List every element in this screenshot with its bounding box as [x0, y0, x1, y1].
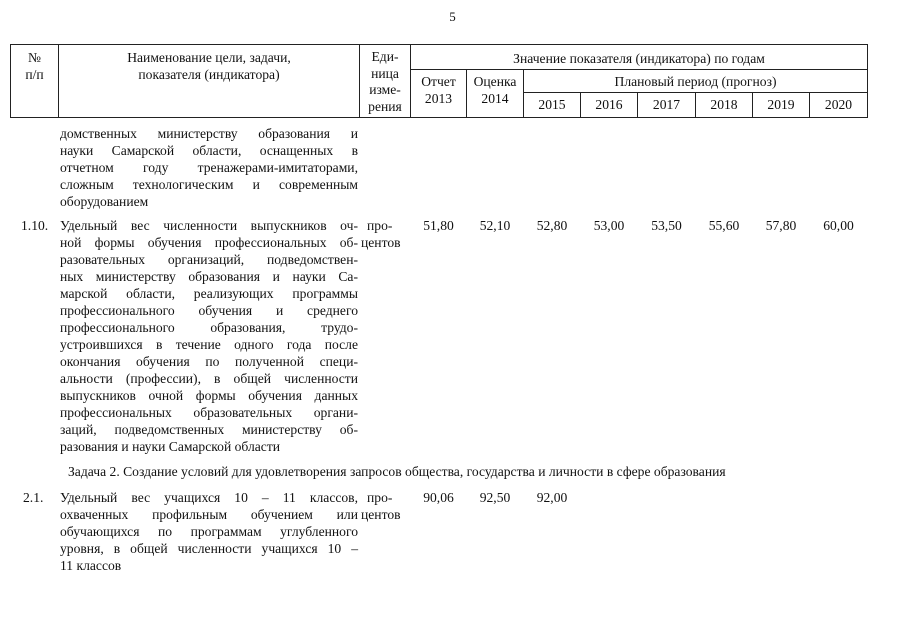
row-2-1-value-2013: 90,06 [423, 490, 454, 505]
continued-row-text: домственных министерству образования и науки Самарской области, оснащенных в отчетном году тренажерами-имитаторами, сложным технологическим и современным оборудованием [60, 126, 358, 209]
row-1-10-number: 1.10. [21, 218, 49, 233]
header-year-2020: 2020 [824, 97, 853, 112]
row-1-10-name: Удельный вес численности выпускников оч- ной формы обучения профессиональных об- разовательных организаций, подведомствен- ных министерству образования и науки Са- марской области, реализующих программы профессионального обучения и среднего профессионального образования, трудо- устроившихся в течение одного года после окончания обучения по полученной специ- альности (профессии), в общей численности выпускников очной формы обучения данных профессиональных образовательных органи- заций, подведомственных министерству об- разования и науки Самарской области [60, 218, 358, 454]
header-num: № п/п [25, 50, 44, 82]
header-name: Наименование цели, задачи, показателя (индикатора) [127, 50, 291, 82]
row-2-1-value-2014: 92,50 [479, 490, 511, 505]
row-1-10-value-2019: 57,80 [765, 218, 797, 233]
row-1-10-value-2015: 52,80 [536, 218, 568, 233]
row-2-1-value-2015: 92,00 [536, 490, 568, 505]
header-estimate: Оценка 2014 [473, 74, 517, 106]
row-1-10-unit: про- центов [361, 218, 401, 250]
row-2-1-number: 2.1. [23, 490, 44, 505]
row-1-10-value-2016: 53,00 [593, 218, 625, 233]
header-bottom-border [10, 117, 868, 118]
vline-right [867, 44, 868, 117]
page-number: 5 [449, 9, 456, 24]
header-year-2016: 2016 [595, 97, 623, 112]
header-plan-group: Плановый период (прогноз) [614, 74, 777, 89]
header-year-2015: 2015 [538, 97, 566, 112]
task-2-heading: Задача 2. Создание условий для удовлетворения запросов общества, государства и личности в сфере образования [68, 464, 726, 479]
row-1-10-value-2018: 55,60 [708, 218, 740, 233]
header-values-group: Значение показателя (индикатора) по годам [513, 51, 765, 66]
header-year-2017: 2017 [652, 97, 681, 112]
values-group-divider [410, 69, 868, 70]
row-2-1-name: Удельный вес учащихся 10 – 11 классов, охваченных профильным обучением или обучающихся по программам углубленного уровня, в общей численности учащихся 10 – 11 классов [60, 490, 358, 573]
row-1-10-value-2020: 60,00 [823, 218, 854, 233]
header-report: Отчет 2013 [421, 74, 456, 106]
row-1-10-value-2017: 53,50 [651, 218, 682, 233]
row-1-10-value-2013: 51,80 [423, 218, 454, 233]
header-year-2018: 2018 [710, 97, 738, 112]
header-top-border [10, 44, 868, 45]
header-year-2019: 2019 [767, 97, 795, 112]
row-1-10-value-2014: 52,10 [479, 218, 511, 233]
row-2-1-unit: про- центов [361, 490, 401, 522]
header-unit: Еди- ница изме- рения [368, 49, 402, 114]
